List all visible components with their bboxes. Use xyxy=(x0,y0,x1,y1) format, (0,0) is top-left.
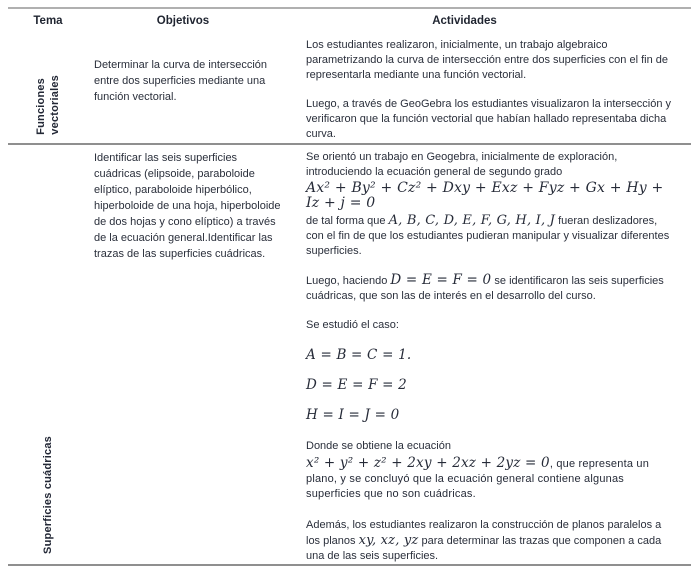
inline-math-coefficients: A, B, C, D, E, F, G, H, I, J xyxy=(388,213,556,228)
equation-case-def: D = E = F = 2 xyxy=(306,377,407,393)
text-segment: de tal forma que xyxy=(306,215,389,227)
objetivos-cell-row1 xyxy=(88,32,304,143)
activity-paragraph xyxy=(306,273,675,304)
activity-paragraph xyxy=(306,518,675,564)
column-header-objetivos: Objetivos xyxy=(156,14,210,27)
tema-cell-funciones-vectoriales xyxy=(8,32,88,143)
column-header-actividades: Actividades xyxy=(432,14,497,27)
activity-paragraph: Luego, a través de GeoGebra los estudiantes visualizaron la intersección y verificaron que la función vectorial que habían hallado representaba dicha curva. xyxy=(306,98,672,140)
activity-paragraph xyxy=(306,213,675,259)
objetivo-text-row1: Determinar la curva de intersección entre dos superficies mediante una función vectorial. xyxy=(94,59,268,103)
table-header-row xyxy=(8,9,691,32)
actividades-cell-row1 xyxy=(304,32,691,143)
tema-label-funciones: Funciones xyxy=(34,78,47,135)
table-row-funciones-vectoriales xyxy=(8,32,691,145)
text-segment: se identificaron las seis superficies cuádricas, que son las de interés en el desarrollo del curso. xyxy=(306,275,664,302)
activity-paragraph xyxy=(306,456,675,502)
text-segment: fueran deslizadores, con el fin de que los estudiantes pudieran manipular y visualizar diferentes superficies. xyxy=(306,215,670,257)
equation-general-second-degree: Ax² + By² + Cz² + Dxy + Exz + Fyz + Gx + Hy + Iz + j = 0 xyxy=(306,180,664,211)
objetivo-text-row2: Identificar las seis superficies cuádricas (elipsoide, paraboloide elíptico, paraboloide hiperbólico, hiperboloide de una hoja, hiperboloide de dos hojas y cono elíptico) a través de la ecuación general.Identificar las trazas de las superficies cuádricas. xyxy=(94,152,281,260)
text-segment: Además, los estudiantes realizaron la construcción de planos paralelos a los planos xyxy=(306,519,662,547)
text-segment: para determinar las trazas que componen a cada una de las seis superficies. xyxy=(306,535,662,562)
course-activities-table xyxy=(8,7,691,566)
objetivos-cell-row2 xyxy=(88,145,304,564)
equation-case-hij: H = I = J = 0 xyxy=(306,407,400,423)
tema-label-superficies-cuadricas: Superficies cuádricas xyxy=(41,436,54,554)
activity-paragraph: Donde se obtiene la ecuación xyxy=(306,440,451,452)
tema-label-vectoriales: vectoriales xyxy=(48,75,61,135)
actividades-cell-row2 xyxy=(304,145,691,564)
text-segment: Luego, haciendo xyxy=(306,275,391,287)
activity-paragraph: Los estudiantes realizaron, inicialmente, un trabajo algebraico parametrizando la curva de intersección entre dos superficies con el fin de representarla mediante una función vectorial. xyxy=(306,39,668,81)
inline-math-planes-xyz: xy, xz, yz xyxy=(358,533,419,548)
inline-math-plane-equation: x² + y² + z² + 2xy + 2xz + 2yz = 0 xyxy=(306,455,550,471)
activity-paragraph: Se orientó un trabajo en Geogebra, inicialmente de exploración, introduciendo la ecuación general de segundo grado xyxy=(306,151,618,178)
activity-paragraph: Se estudió el caso: xyxy=(306,319,399,331)
inline-math-def-zero: D = E = F = 0 xyxy=(390,272,492,288)
text-segment: , que representa un plano, y se concluyó que la ecuación general contiene algunas superficies que no son cuádricas. xyxy=(306,458,650,500)
column-header-tema: Tema xyxy=(33,14,63,27)
equation-case-abc: A = B = C = 1. xyxy=(306,347,412,363)
table-row-superficies-cuadricas xyxy=(8,145,691,564)
tema-cell-superficies-cuadricas xyxy=(8,145,88,564)
